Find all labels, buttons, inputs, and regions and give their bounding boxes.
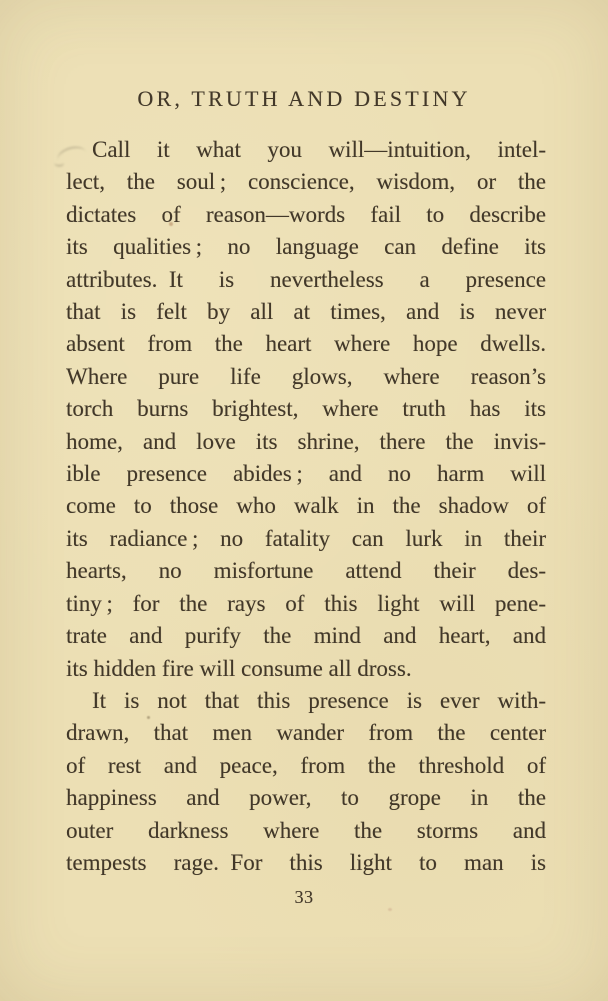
text-line: that is felt by all at times, and is never (66, 299, 546, 325)
text-line: torch burns brightest, where truth has its (66, 396, 546, 422)
body-text (66, 134, 546, 879)
text-line: It is not that this presence is ever with- (92, 687, 546, 713)
text-line: drawn, that men wander from the center (66, 720, 546, 746)
text-line: trate and purify the mind and heart, and (66, 623, 546, 649)
text-line: dictates of reason—words fail to describe (66, 201, 546, 227)
text-line: tempests rage. For this light to man is (66, 849, 546, 875)
page-number: 33 (294, 887, 314, 907)
text-line: tiny ; for the rays of this light will pene- (66, 590, 546, 616)
paragraph (66, 685, 546, 879)
running-header: OR, TRUTH AND DESTINY (137, 86, 471, 111)
text-line: its qualities ; no language can define its (66, 234, 546, 260)
text-line: outer darkness where the storms and (66, 817, 546, 843)
text-line: home, and love its shrine, there the invis- (66, 428, 546, 454)
text-line: its radiance ; no fatality can lurk in their (66, 525, 546, 551)
paragraph (66, 134, 546, 685)
text-line: Where pure life glows, where reason’s (66, 363, 546, 389)
text-line: hearts, no misfortune attend their des- (66, 558, 546, 584)
text-line: its hidden fire will consume all dross. (66, 655, 412, 681)
text-line: ible presence abides ; and no harm will (66, 461, 546, 487)
paper-speck (388, 908, 392, 911)
text-line: absent from the heart where hope dwells. (66, 331, 546, 357)
text-line: happiness and power, to grope in the (66, 785, 546, 811)
text-line: Call it what you will—intuition, intel- (92, 137, 546, 162)
text-line: attributes. It is nevertheless a presence (66, 266, 546, 292)
text-line: come to those who walk in the shadow of (66, 493, 546, 519)
text-line: of rest and peace, from the threshold of (66, 752, 546, 778)
text-line: lect, the soul ; conscience, wisdom, or the (66, 169, 546, 195)
